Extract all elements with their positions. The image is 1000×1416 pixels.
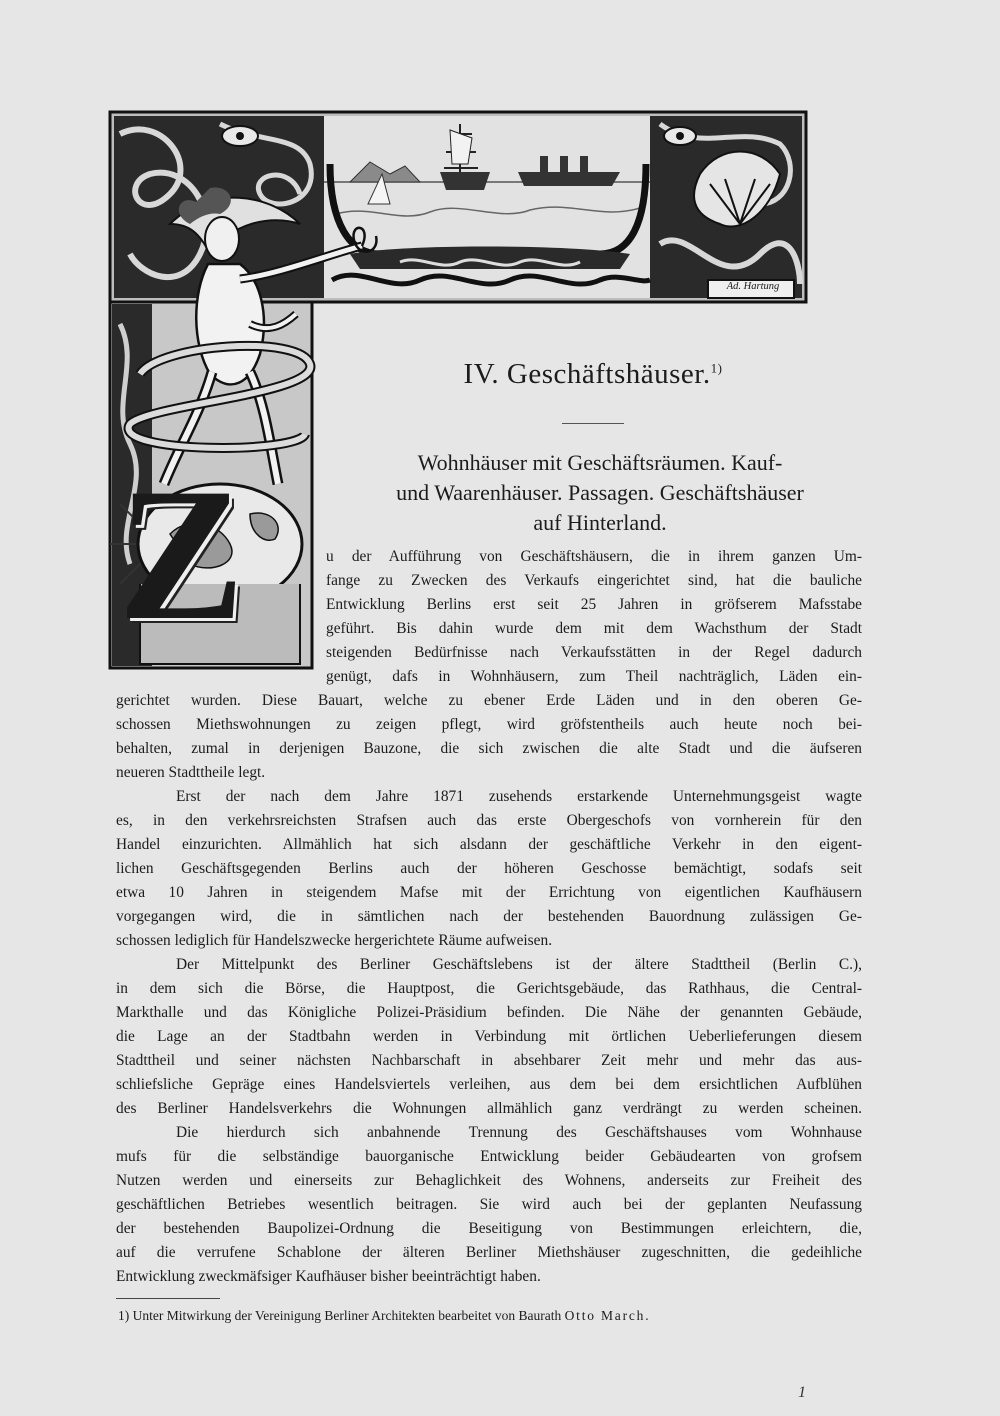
text-line: etwa 10 Jahren in steigendem Mafse mit der Errichtung von eigentlichen Kaufhäusern xyxy=(116,884,862,901)
footnote xyxy=(118,1308,878,1324)
drop-cap: Z xyxy=(118,450,245,660)
text-line: lichen Geschäftsgegenden Berlins auch der höheren Geschosse bemächtigt, sodafs seit xyxy=(116,860,862,877)
text-line: in dem sich die Börse, die Hauptpost, die Gerichtsgebäude, das Rathhaus, die Central- xyxy=(116,980,862,997)
footnote-reference: 1) xyxy=(710,360,723,376)
text-line: steigenden Bedürfnisse nach Verkaufsstätten in der Regel dadurch xyxy=(326,644,862,661)
text-line: Die hierdurch sich anbahnende Trennung des Geschäftshauses vom Wohnhause xyxy=(176,1124,862,1141)
text-line: der bestehenden Baupolizei-Ordnung die Beseitigung von Bestimmungen erleichtern, die, xyxy=(116,1220,862,1237)
text-line: schossen lediglich für Handelszwecke hergerichtete Räume aufweisen. xyxy=(116,932,553,949)
text-line: Stadttheil und seiner nächsten Nachbarschaft in absehbarer Zeit mehr und mehr das aus- xyxy=(116,1052,862,1069)
text-line: genügt, dafs in Wohnhäusern, zum Theil nachträglich, Läden ein- xyxy=(326,668,862,685)
text-line: behalten, zumal in derjenigen Bauzone, die sich zwischen die alte Stadt und die äufseren xyxy=(116,740,862,757)
text-line: Der Mittelpunkt des Berliner Geschäftslebens ist der ältere Stadttheil (Berlin C.), xyxy=(176,956,862,973)
subtitle-line: auf Hinterland. xyxy=(533,510,667,535)
text-line: des Berliner Handelsverkehrs die Wohnungen allmählich ganz verdrängt zu werden scheinen. xyxy=(116,1100,862,1117)
text-line: Erst der nach dem Jahre 1871 zusehends erstarkende Unternehmungsgeist wagte xyxy=(176,788,862,805)
text-line: es, in den verkehrsreichsten Strafsen auch das erste Obergeschofs von vornherein für den xyxy=(116,812,862,829)
text-line: die Lage an der Stadtbahn werden in Verbindung mit örtlichen Ueberlieferungen diesem xyxy=(116,1028,862,1045)
footnote-text: Unter Mitwirkung der Vereinigung Berliner Architekten bearbeitet von Baurath xyxy=(132,1308,562,1323)
footnote-marker: 1) xyxy=(118,1308,130,1323)
artist-signature: Ad. Hartung xyxy=(726,281,780,292)
text-line: Nutzen werden und einerseits zur Behaglichkeit des Wohnens, anderseits zur Freiheit des xyxy=(116,1172,862,1189)
footnote-author: Otto March. xyxy=(564,1308,651,1323)
text-line: schossen Miethswohnungen zu zeigen pflegt, wird gröfstentheils auch heute noch bei- xyxy=(116,716,862,733)
text-line: u der Aufführung von Geschäftshäusern, die in ihrem ganzen Um- xyxy=(326,548,862,565)
text-line: fange zu Zwecken des Verkaufs eingerichtet sind, hat die bauliche xyxy=(326,572,862,589)
text-line: Entwicklung Berlins erst seit 25 Jahren in gröfserem Mafsstabe xyxy=(326,596,862,613)
page-mark: 1 xyxy=(798,1384,806,1401)
text-line: auf die verrufene Schablone der älteren Berliner Miethshäuser zugeschnitten, die gedeihliche xyxy=(116,1244,862,1261)
text-line: Handel einzurichten. Allmählich hat sich alsdann der geschäftliche Verkehr in den eigent- xyxy=(116,836,862,853)
text-line: gerichtet wurden. Diese Bauart, welche zu ebener Erde Läden und in den oberen Ge- xyxy=(116,692,862,709)
text-line: vorgegangen wird, die in sämtlichen nach der bestehenden Bauordnung zulässigen Ge- xyxy=(116,908,862,925)
footnote-divider xyxy=(116,1298,220,1299)
text-line: schliefsliche Gepräge eines Handelsviertels verleihen, aus dem bei dem ersichtlichen Aufblühen xyxy=(116,1076,862,1093)
text-line: geschäftlichen Betriebes wesentlich beitragen. Sie wird auch bei der geplanten Neufassung xyxy=(116,1196,862,1213)
chapter-title-text: IV. Geschäftshäuser. xyxy=(463,358,711,390)
subtitle-line: und Waarenhäuser. Passagen. Geschäftshäuser xyxy=(396,480,804,505)
text-line: Entwicklung zweckmäfsiger Kaufhäuser bisher beeinträchtigt haben. xyxy=(116,1268,541,1285)
text-line: mufs für die selbständige bauorganische Entwicklung beider Gebäudearten von grofsem xyxy=(116,1148,862,1165)
subtitle-line: Wohnhäuser mit Geschäftsräumen. Kauf- xyxy=(417,450,783,475)
text-line: neueren Stadttheile legt. xyxy=(116,764,266,781)
text-line: Markthalle und das Königliche Polizei-Präsidium befinden. Die Nähe der genannten Gebäude, xyxy=(116,1004,862,1021)
text-line: geführt. Bis dahin wurde dem mit dem Wachsthum der Stadt xyxy=(326,620,862,637)
